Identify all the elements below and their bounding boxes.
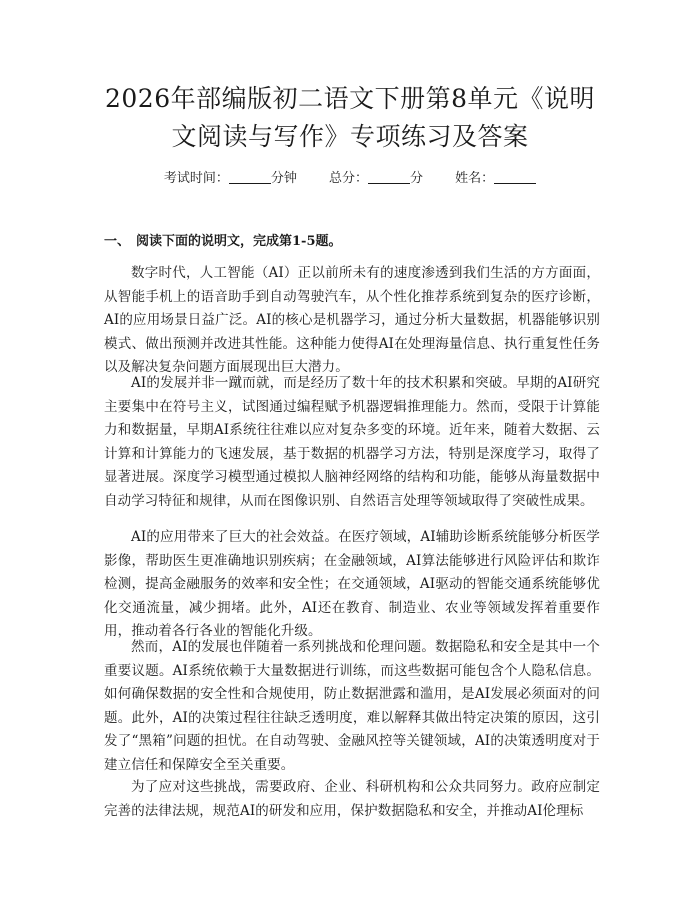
article-paragraph-2: AI的发展并非一蹴而就，而是经历了数十年的技术积累和突破。早期的AI研究主要集中在符号主义，试图通过编程赋予机器逻辑推理能力。然而，受限于计算能力和数据量，早期AI系统往往难以应对复杂多变的环境。近年来，随着大数据、云计算和计算能力的飞速发展，基于数据的机器学习方法，特别是深度学习，取得了显著进展。深度学习模型通过模拟人脑神经网络的结构和功能，能够从海量数据中自动学习特征和规律，从而在图像识别、自然语言处理等领域取得了突破性成果。 [104, 375, 600, 509]
article-paragraph-3: AI的应用带来了巨大的社会效益。在医疗领域，AI辅助诊断系统能够分析医学影像，帮助医生更准确地识别疾病；在金融领域，AI算法能够进行风险评估和欺诈检测，提高金融服务的效率和安全性；在交通领域，AI驱动的智能交通系统能够优化交通流量，减少拥堵。此外，AI还在教育、制造业、农业等领域发挥着重要作用，推动着各行各业的智能化升级。 [104, 529, 600, 639]
exam-time-label: 考试时间： [163, 171, 229, 186]
exam-time-field [164, 168, 297, 190]
student-name-label: 姓名： [455, 171, 495, 186]
article-paragraph-4: 然而，AI的发展也伴随着一系列挑战和伦理问题。数据隐私和安全是其中一个重要议题。AI系统依赖于大量数据进行训练，而这些数据可能包含个人隐私信息。如何确保数据的安全性和合规使用，防止数据泄露和滥用，是AI发展必须面对的问题。此外，AI的决策过程往往缺乏透明度，难以解释其做出特定决策的原因，这引发了“黑箱”问题的担忧。在自动驾驶、金融风控等关键领域，AI的决策透明度对于建立信任和保障安全至关重要。 [104, 639, 600, 773]
section-heading [104, 232, 342, 252]
article-paragraph-1: 数字时代，人工智能（AI）正以前所未有的速度渗透到我们生活的方方面面，从智能手机上的语音助手到自动驾驶汽车，从个性化推荐系统到复杂的医疗诊断，AI的应用场景日益广泛。AI的核心是机器学习，通过分析大量数据，机器能够识别模式、做出预测并改进其性能。这种能力使得AI在处理海量信息、执行重复性任务以及解决复杂问题方面展现出巨大潜力。 [104, 265, 600, 375]
exam-time-blank [229, 169, 271, 184]
exam-time-unit: 分钟 [270, 171, 297, 186]
total-score-field [329, 168, 423, 190]
student-name-blank [494, 169, 536, 184]
total-score-blank [368, 169, 410, 184]
student-name-field [455, 168, 536, 190]
document-title-line-1: 2026年部编版初二语文下册第8单元《说明 [104, 84, 596, 113]
document-title-line-2: 文阅读与写作》专项练习及答案 [171, 122, 529, 151]
total-score-unit: 分 [410, 171, 424, 186]
section-instruction: 阅读下面的说明文，完成第1-5题。 [136, 234, 342, 249]
total-score-label: 总分： [328, 171, 368, 186]
article-paragraph-5: 为了应对这些挑战，需要政府、企业、科研机构和公众共同努力。政府应制定完善的法律法规，规范AI的研发和应用，保护数据隐私和安全，并推动AI伦理标 [104, 779, 600, 819]
section-number: 一、 [104, 234, 131, 249]
exam-info-line [0, 168, 700, 190]
